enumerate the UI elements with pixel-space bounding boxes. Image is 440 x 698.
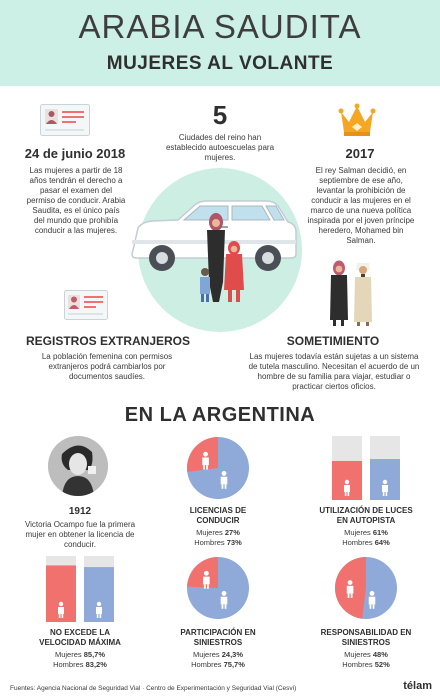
- luces-bar-chart: [330, 436, 402, 500]
- participacion-pie-chart: [186, 556, 250, 620]
- responsabilidad-title: RESPONSABILIDAD EN SINIESTROS: [320, 628, 412, 647]
- participacion-women-stat: Mujeres 24,3%: [192, 650, 244, 659]
- licencias-pie-chart: [186, 436, 250, 500]
- date-title: 24 de junio 2018: [24, 146, 126, 161]
- luces-men-bar: [370, 459, 400, 500]
- velocidad-title: NO EXCEDE LA VELOCIDAD MÁXIMA: [39, 628, 121, 647]
- ocampo-text: Victoria Ocampo fue la primera mujer en obtener la licencia de conducir.: [24, 520, 136, 549]
- registros-text: La población femenina con permisos extranjeros podrá cambiarlos por documentos saudíes.: [41, 352, 173, 381]
- participacion-title: PARTICIPACIÓN EN SINIESTROS: [180, 628, 256, 647]
- woman-man-icons: [326, 260, 376, 328]
- participacion-men-stat: Hombres 75,7%: [191, 660, 245, 669]
- licencias-women-slice: [187, 437, 218, 472]
- luces-title: UTILIZACIÓN DE LUCES EN AUTOPISTA: [319, 506, 413, 525]
- year-text: El rey Salman decidió, en septiembre de ese año, levantar la prohibición de conducir a las mujeres en el marco de una nueva política inspirada por el joven príncipe heredero, Mohamed bin Salman.: [307, 166, 415, 245]
- luces-women-stat: Mujeres 61%: [344, 528, 388, 537]
- date-text: Las mujeres a partir de 18 años tendrán el derecho a pasar el examen del permiso de conducir. Arabia Saudita, es el único país del mundo que prohibía conducir a las mujeres.: [26, 166, 126, 235]
- brand-logo: télam: [403, 680, 432, 692]
- footer-sources: Fuentes: Agencia Nacional de Seguridad Vial · Centro de Experimentación y Seguridad Vial (Cesvi): [10, 685, 297, 692]
- velocidad-women-stat: Mujeres 85,7%: [54, 650, 106, 659]
- page-title: ARABIA SAUDITA: [78, 8, 362, 45]
- page-subtitle: MUJERES AL VOLANTE: [106, 53, 334, 74]
- luces-men-stat: Hombres 64%: [342, 538, 390, 547]
- id-card-icon: [40, 104, 90, 136]
- argentina-title: EN LA ARGENTINA: [124, 404, 316, 426]
- portrait-icon: [48, 436, 108, 496]
- five-number: 5: [212, 100, 228, 130]
- ocampo-year: 1912: [68, 506, 92, 517]
- responsabilidad-pie-chart: [334, 556, 398, 620]
- licencias-title: LICENCIAS DE CONDUCIR: [189, 506, 247, 525]
- registros-title: REGISTROS EXTRANJEROS: [25, 334, 191, 348]
- header-banner: [0, 0, 440, 86]
- year-title: 2017: [345, 146, 375, 161]
- responsabilidad-women-stat: Mujeres 48%: [344, 650, 388, 659]
- responsabilidad-men-stat: Hombres 52%: [342, 660, 390, 669]
- velocidad-men-stat: Hombres 83,2%: [53, 660, 107, 669]
- velocidad-bar-chart: [44, 556, 116, 622]
- sometimiento-text: Las mujeres todavía están sujetas a un sistema de tutela masculino. Necesitan el acuerdo de un hombre de su familia para viajar, estudiar o practicar ciertos oficios.: [248, 352, 420, 391]
- five-text: Ciudades del reino han establecido autoescuelas para mujeres.: [165, 133, 275, 162]
- crown-icon: [338, 102, 376, 138]
- sometimiento-title: SOMETIMIENTO: [286, 334, 380, 348]
- licencias-men-stat: Hombres 73%: [194, 538, 242, 547]
- licencias-women-stat: Mujeres 27%: [196, 528, 240, 537]
- women-figures: [198, 212, 248, 308]
- foreign-license-icon: [64, 290, 108, 320]
- participacion-women-slice: [187, 557, 218, 588]
